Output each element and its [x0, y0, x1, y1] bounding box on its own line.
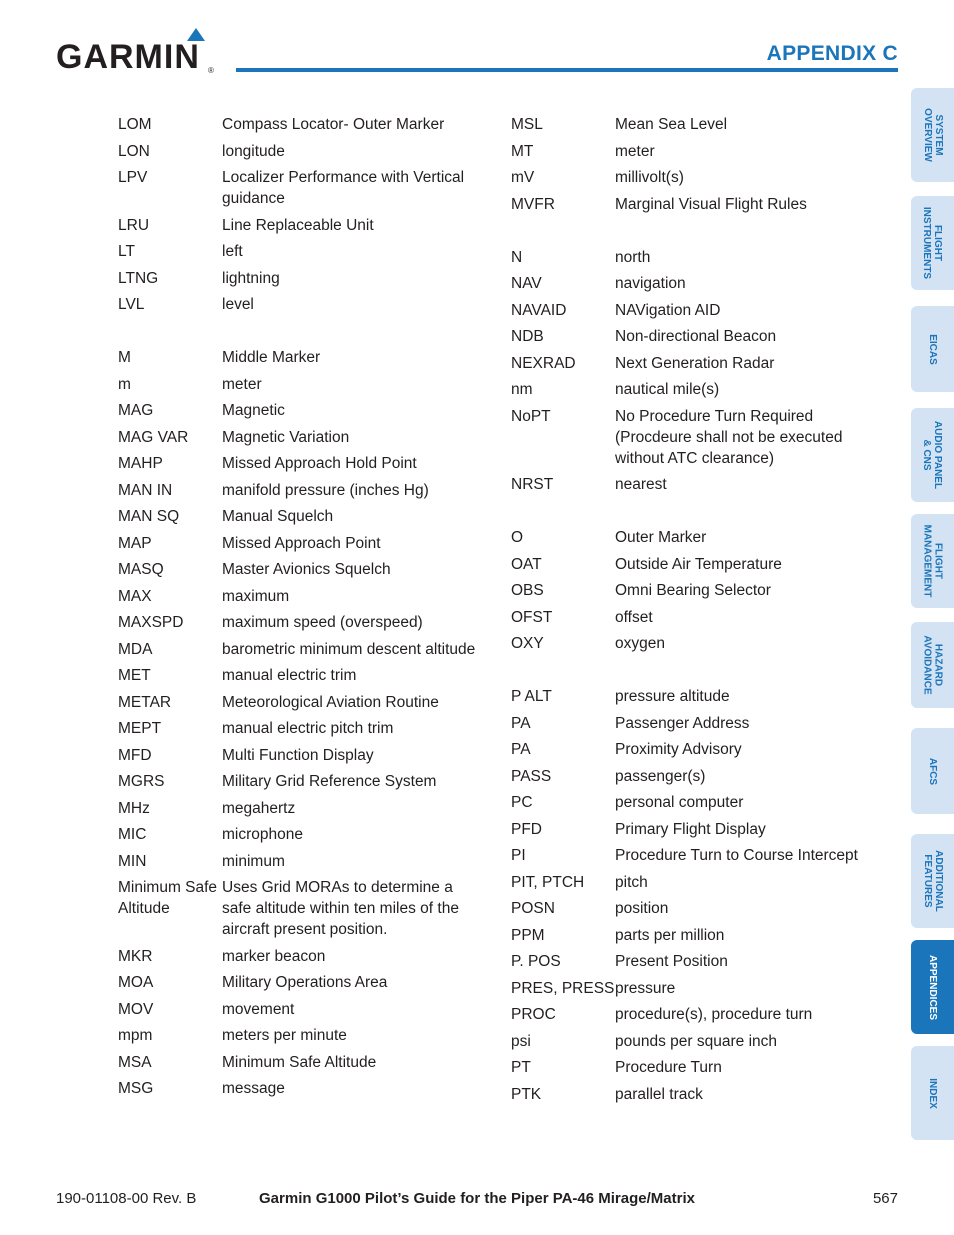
- entry-abbreviation: NRST: [511, 476, 554, 493]
- glossary-entry: [118, 877, 478, 940]
- entry-definition: Marginal Visual Flight Rules: [615, 195, 807, 213]
- glossary-entry: [118, 427, 478, 448]
- glossary-entry: [118, 506, 478, 527]
- tab-label: AFCS: [926, 757, 938, 785]
- glossary-entry: [118, 480, 478, 501]
- glossary-entry: [511, 554, 871, 575]
- glossary-entry: [118, 268, 478, 289]
- glossary-entry: [511, 247, 871, 268]
- entry-abbreviation: MEPT: [118, 720, 162, 737]
- entry-abbreviation: OAT: [511, 555, 542, 573]
- entry-abbreviation: LVL: [118, 296, 145, 313]
- glossary-entry: [118, 692, 478, 713]
- entry-definition: passenger(s): [615, 767, 706, 785]
- entry-abbreviation: psi: [511, 1032, 531, 1050]
- entry-abbreviation: MT: [511, 142, 534, 160]
- tab-label: FLIGHT MANAGEMENT: [921, 524, 944, 598]
- tab-flight-management[interactable]: [911, 514, 954, 608]
- entry-abbreviation: MOV: [118, 1000, 154, 1018]
- entry-definition: Missed Approach Point: [222, 534, 381, 552]
- glossary-entry: [511, 713, 871, 734]
- tab-eicas[interactable]: [911, 306, 954, 392]
- entry-definition: navigation: [615, 275, 686, 292]
- entry-abbreviation: [118, 321, 222, 342]
- glossary-entry: [511, 819, 871, 840]
- entry-abbreviation: Minimum Safe Altitude: [118, 879, 218, 917]
- entry-abbreviation: OFST: [511, 608, 553, 626]
- tab-afcs[interactable]: [911, 728, 954, 814]
- glossary-entry: [511, 792, 871, 813]
- glossary-entry: [118, 972, 478, 993]
- section-tabs: [911, 0, 954, 1235]
- entry-abbreviation: LTNG: [118, 269, 159, 287]
- entry-definition: Procedure Turn: [615, 1059, 722, 1076]
- entry-abbreviation: OXY: [511, 635, 544, 652]
- entry-abbreviation: MFD: [118, 746, 152, 764]
- entry-abbreviation: MAX: [118, 587, 152, 605]
- entry-abbreviation: MAN SQ: [118, 508, 180, 525]
- glossary-entry: [511, 194, 871, 215]
- entry-definition: Military Operations Area: [222, 974, 388, 991]
- glossary-entry: [118, 946, 478, 967]
- entry-abbreviation: PA: [511, 714, 531, 732]
- glossary-entry: [118, 533, 478, 554]
- entry-definition: longitude: [222, 142, 285, 160]
- entry-abbreviation: [511, 220, 615, 241]
- entry-definition: nearest: [615, 476, 667, 493]
- entry-definition: maximum: [222, 587, 290, 605]
- entry-abbreviation: NEXRAD: [511, 354, 576, 372]
- glossary-entry: [511, 872, 871, 893]
- glossary-entry: [118, 241, 478, 262]
- glossary-entry: [511, 1084, 871, 1105]
- entry-abbreviation: LOM: [118, 116, 152, 133]
- entry-definition: Middle Marker: [222, 349, 321, 366]
- entry-definition: Non-directional Beacon: [615, 328, 777, 345]
- entry-definition: procedure(s), procedure turn: [615, 1006, 813, 1023]
- entry-abbreviation: LT: [118, 243, 135, 260]
- glossary-entry: [511, 978, 871, 999]
- entry-definition: Outside Air Temperature: [615, 555, 782, 573]
- entry-definition: manual electric trim: [222, 667, 357, 684]
- entry-definition: parts per million: [615, 926, 725, 944]
- glossary-entry: [511, 114, 871, 135]
- glossary-entry: [511, 300, 871, 321]
- entry-definition: [222, 321, 478, 342]
- footer-doc-number: 190-01108-00 Rev. B: [56, 1190, 197, 1207]
- glossary-entry: [511, 898, 871, 919]
- entry-definition: Manual Squelch: [222, 508, 334, 525]
- entry-definition: Military Grid Reference System: [222, 773, 437, 790]
- entry-abbreviation: MSA: [118, 1053, 152, 1071]
- glossary-entry: [118, 321, 478, 342]
- glossary-entry: [511, 141, 871, 162]
- entry-definition: Line Replaceable Unit: [222, 216, 374, 234]
- entry-abbreviation: MSL: [511, 116, 543, 133]
- tab-label: HAZARD AVOIDANCE: [921, 635, 944, 695]
- entry-definition: No Procedure Turn Required (Procdeure shall not be executed without ATC clearance): [615, 407, 843, 467]
- tab-label: SYSTEM OVERVIEW: [921, 108, 944, 162]
- entry-definition: Compass Locator- Outer Marker: [222, 116, 445, 133]
- glossary-entry: [118, 1078, 478, 1099]
- tab-label: AUDIO PANEL & CNS: [921, 420, 944, 490]
- entry-definition: Passenger Address: [615, 714, 750, 732]
- entry-abbreviation: mV: [511, 169, 535, 186]
- entry-abbreviation: NoPT: [511, 407, 551, 425]
- glossary-entry: [118, 347, 478, 368]
- glossary-entry: [511, 406, 871, 469]
- glossary-entry: [118, 141, 478, 162]
- entry-definition: Mean Sea Level: [615, 116, 728, 133]
- tab-system-overview[interactable]: [911, 88, 954, 182]
- entry-definition: meter: [222, 375, 262, 393]
- glossary-entry: [118, 612, 478, 633]
- entry-definition: parallel track: [615, 1085, 703, 1103]
- tab-label: EICAS: [927, 333, 938, 365]
- entry-abbreviation: MVFR: [511, 195, 555, 213]
- entry-definition: pressure altitude: [615, 688, 730, 705]
- glossary-entry: [511, 1004, 871, 1025]
- entry-definition: nautical mile(s): [615, 381, 720, 398]
- glossary-entry: [118, 114, 478, 135]
- entry-abbreviation: MSG: [118, 1080, 154, 1097]
- glossary-entry: [118, 824, 478, 845]
- glossary-entry: [511, 766, 871, 787]
- glossary-entry: [511, 379, 871, 400]
- entry-abbreviation: [511, 501, 615, 522]
- tab-label: FLIGHT INSTRUMENTS: [921, 206, 944, 280]
- entry-abbreviation: MDA: [118, 640, 153, 658]
- glossary-entry: [511, 925, 871, 946]
- entry-abbreviation: MASQ: [118, 561, 164, 578]
- entry-abbreviation: N: [511, 248, 523, 266]
- entry-abbreviation: NAVAID: [511, 301, 567, 319]
- entry-definition: [615, 660, 871, 681]
- entry-definition: Proximity Advisory: [615, 741, 742, 758]
- entry-abbreviation: MAG VAR: [118, 428, 189, 446]
- entry-abbreviation: MAN IN: [118, 481, 173, 499]
- entry-definition: minimum: [222, 852, 285, 870]
- entry-abbreviation: MHz: [118, 799, 150, 817]
- glossary-entry: [118, 294, 478, 315]
- entry-abbreviation: OBS: [511, 582, 544, 599]
- abbreviation-column-right: [511, 114, 871, 1110]
- glossary-entry: [511, 501, 871, 522]
- glossary-entry: [511, 273, 871, 294]
- glossary-entry: [118, 167, 478, 209]
- entry-definition: Outer Marker: [615, 529, 707, 546]
- entry-definition: Present Position: [615, 953, 728, 970]
- entry-definition: movement: [222, 1000, 295, 1018]
- entry-abbreviation: MAG: [118, 402, 154, 419]
- entry-abbreviation: MOA: [118, 974, 154, 991]
- entry-definition: Minimum Safe Altitude: [222, 1053, 377, 1071]
- entry-abbreviation: MKR: [118, 947, 153, 965]
- entry-definition: lightning: [222, 269, 280, 287]
- tab-flight-instruments[interactable]: [911, 196, 954, 290]
- glossary-entry: [118, 1052, 478, 1073]
- entry-definition: Procedure Turn to Course Intercept: [615, 847, 858, 864]
- entry-abbreviation: PRES, PRESS: [511, 979, 615, 997]
- entry-abbreviation: mpm: [118, 1027, 153, 1044]
- tab-label: APPENDICES: [927, 954, 939, 1020]
- glossary-entry: [118, 215, 478, 236]
- glossary-entry: [118, 586, 478, 607]
- entry-definition: level: [222, 296, 254, 313]
- glossary-entry: [511, 1031, 871, 1052]
- entry-definition: message: [222, 1080, 285, 1097]
- entry-abbreviation: MAHP: [118, 455, 163, 472]
- entry-abbreviation: MAP: [118, 534, 152, 552]
- glossary-entry: [118, 999, 478, 1020]
- entry-abbreviation: PASS: [511, 767, 552, 785]
- glossary-entry: [511, 353, 871, 374]
- entry-definition: Omni Bearing Selector: [615, 582, 771, 599]
- abbreviation-column-left: [118, 114, 478, 1105]
- entry-definition: Missed Approach Hold Point: [222, 455, 417, 472]
- glossary-entry: [511, 951, 871, 972]
- garmin-logo: [56, 28, 218, 74]
- glossary-entry: [118, 771, 478, 792]
- entry-abbreviation: nm: [511, 381, 533, 398]
- glossary-entry: [511, 607, 871, 628]
- entry-abbreviation: PROC: [511, 1006, 556, 1023]
- entry-definition: meters per minute: [222, 1027, 347, 1044]
- glossary-entry: [118, 453, 478, 474]
- glossary-entry: [511, 527, 871, 548]
- entry-abbreviation: PI: [511, 847, 526, 864]
- entry-definition: Meteorological Aviation Routine: [222, 693, 439, 711]
- entry-abbreviation: LPV: [118, 169, 148, 186]
- section-title: APPENDIX C: [766, 42, 898, 65]
- glossary-entry: [511, 167, 871, 188]
- entry-abbreviation: M: [118, 349, 131, 366]
- entry-definition: millivolt(s): [615, 169, 684, 186]
- entry-definition: NAVigation AID: [615, 301, 721, 319]
- entry-definition: Magnetic Variation: [222, 428, 350, 446]
- entry-abbreviation: MET: [118, 667, 151, 684]
- entry-definition: maximum speed (overspeed): [222, 614, 423, 631]
- entry-abbreviation: m: [118, 375, 131, 393]
- entry-abbreviation: METAR: [118, 693, 172, 711]
- tab-label: INDEX: [927, 1077, 938, 1109]
- glossary-entry: [118, 400, 478, 421]
- entry-definition: Multi Function Display: [222, 746, 374, 764]
- header-rule: [236, 68, 898, 72]
- entry-definition: [615, 220, 871, 241]
- glossary-entry: [118, 374, 478, 395]
- entry-abbreviation: PA: [511, 741, 531, 758]
- entry-definition: microphone: [222, 826, 303, 843]
- entry-definition: Master Avionics Squelch: [222, 561, 391, 578]
- glossary-entry: [511, 1057, 871, 1078]
- entry-definition: marker beacon: [222, 947, 326, 965]
- entry-abbreviation: [511, 660, 615, 681]
- entry-abbreviation: NDB: [511, 328, 544, 345]
- glossary-entry: [511, 220, 871, 241]
- entry-definition: pressure: [615, 979, 676, 997]
- glossary-entry: [118, 639, 478, 660]
- glossary-entry: [511, 739, 871, 760]
- entry-abbreviation: P. POS: [511, 953, 561, 970]
- glossary-entry: [511, 633, 871, 654]
- entry-definition: pounds per square inch: [615, 1032, 778, 1050]
- glossary-entry: [511, 686, 871, 707]
- entry-abbreviation: PC: [511, 794, 533, 811]
- glossary-entry: [511, 580, 871, 601]
- entry-abbreviation: O: [511, 529, 524, 546]
- entry-definition: megahertz: [222, 799, 296, 817]
- glossary-entry: [511, 474, 871, 495]
- tab-audio-panel-cns[interactable]: [911, 408, 954, 502]
- glossary-entry: [511, 660, 871, 681]
- entry-abbreviation: NAV: [511, 275, 542, 292]
- entry-abbreviation: MAXSPD: [118, 614, 184, 631]
- entry-abbreviation: MIC: [118, 826, 147, 843]
- entry-abbreviation: PTK: [511, 1085, 542, 1103]
- entry-definition: left: [222, 243, 243, 260]
- tab-additional-features[interactable]: [911, 834, 954, 928]
- entry-abbreviation: MGRS: [118, 773, 165, 790]
- entry-abbreviation: PIT, PTCH: [511, 873, 585, 891]
- entry-definition: offset: [615, 608, 653, 626]
- tab-label: ADDITIONAL FEATURES: [921, 850, 944, 912]
- glossary-entry: [118, 798, 478, 819]
- entry-definition: meter: [615, 142, 655, 160]
- logo-text: GARMIN: [56, 38, 200, 76]
- entry-definition: [615, 501, 871, 522]
- glossary-entry: [118, 745, 478, 766]
- glossary-entry: [511, 845, 871, 866]
- entry-definition: barometric minimum descent altitude: [222, 640, 476, 658]
- entry-definition: Next Generation Radar: [615, 354, 775, 372]
- entry-abbreviation: LRU: [118, 216, 150, 234]
- entry-definition: Primary Flight Display: [615, 820, 766, 838]
- glossary-entry: [118, 851, 478, 872]
- entry-abbreviation: PT: [511, 1059, 531, 1076]
- glossary-entry: [118, 718, 478, 739]
- glossary-entry: [511, 326, 871, 347]
- footer-page-number: 567: [872, 1190, 898, 1207]
- entry-abbreviation: PFD: [511, 820, 542, 838]
- entry-definition: Localizer Performance with Vertical guidance: [222, 169, 465, 207]
- entry-abbreviation: P ALT: [511, 688, 552, 705]
- footer-title: Garmin G1000 Pilot’s Guide for the Piper PA-46 Mirage/Matrix: [259, 1190, 695, 1207]
- registered-mark: ®: [208, 66, 214, 75]
- tab-index[interactable]: [911, 1046, 954, 1140]
- entry-abbreviation: PPM: [511, 926, 545, 944]
- glossary-entry: [118, 665, 478, 686]
- entry-definition: Magnetic: [222, 402, 285, 419]
- entry-abbreviation: MIN: [118, 852, 147, 870]
- glossary-entry: [118, 559, 478, 580]
- entry-abbreviation: POSN: [511, 900, 555, 917]
- entry-definition: pitch: [615, 873, 648, 891]
- entry-definition: oxygen: [615, 635, 665, 652]
- entry-definition: manifold pressure (inches Hg): [222, 481, 429, 499]
- entry-definition: position: [615, 900, 669, 917]
- entry-definition: personal computer: [615, 794, 744, 811]
- entry-abbreviation: LON: [118, 142, 150, 160]
- tab-appendices[interactable]: [911, 940, 954, 1034]
- glossary-entry: [118, 1025, 478, 1046]
- entry-definition: north: [615, 248, 651, 266]
- entry-definition: Uses Grid MORAs to determine a safe altitude within ten miles of the aircraft present position.: [222, 879, 459, 938]
- entry-definition: manual electric pitch trim: [222, 720, 394, 737]
- tab-hazard-avoidance[interactable]: [911, 622, 954, 708]
